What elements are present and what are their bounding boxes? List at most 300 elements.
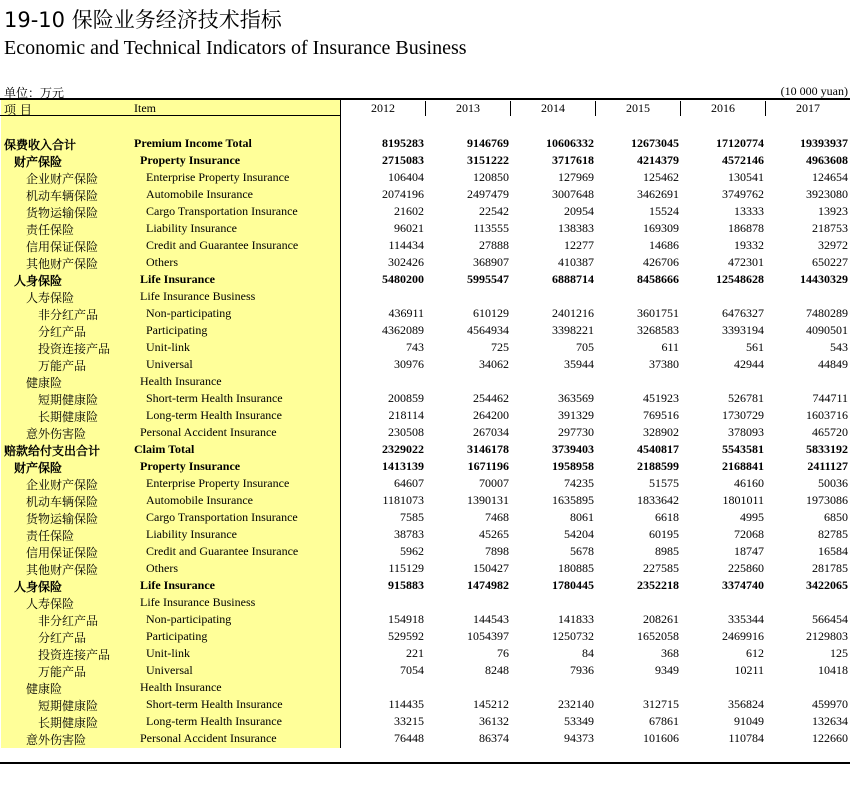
value-cell-2012: 230508 [388, 425, 424, 439]
value-cell-2012: 2074196 [382, 187, 424, 201]
row-label-cn: 投资连接产品 [38, 342, 111, 356]
row-label-cn: 信用保证保险 [26, 240, 99, 254]
row-label-en: Non-participating [146, 306, 232, 320]
row-label-en: Participating [146, 629, 208, 643]
value-cell-2012: 302426 [388, 255, 424, 269]
value-cell-2014: 7936 [570, 663, 594, 677]
value-cell-2017: 1973086 [806, 493, 848, 507]
table-row [0, 475, 850, 492]
value-cell-2017: 543 [830, 340, 848, 354]
table-header [0, 98, 850, 116]
row-label-cn: 其他财产保险 [26, 257, 99, 271]
value-cell-2012: 915883 [388, 578, 424, 592]
table-row [0, 407, 850, 424]
value-cell-2012: 4362089 [382, 323, 424, 337]
value-cell-2017: 16584 [818, 544, 848, 558]
value-cell-2012: 529592 [388, 629, 424, 643]
value-cell-2012: 1181073 [382, 493, 424, 507]
value-cell-2013: 1054397 [467, 629, 509, 643]
row-label-cn: 非分红产品 [38, 614, 99, 628]
row-label-en: Premium Income Total [134, 136, 252, 150]
value-cell-2014: 6888714 [552, 272, 594, 286]
table-row [0, 509, 850, 526]
value-cell-2015: 60195 [649, 527, 679, 541]
table-row [0, 169, 850, 186]
row-label-cn: 企业财产保险 [26, 172, 99, 186]
row-label-en: Automobile Insurance [146, 493, 253, 507]
table-row [0, 560, 850, 577]
value-cell-2012: 2715083 [382, 153, 424, 167]
header-year: 2017 [765, 101, 850, 116]
value-cell-2015: 8985 [655, 544, 679, 558]
row-label-cn: 万能产品 [38, 665, 87, 679]
row-label-cn: 长期健康险 [38, 410, 99, 424]
value-cell-2016: 3374740 [722, 578, 764, 592]
value-cell-2014: 84 [582, 646, 594, 660]
value-cell-2017: 744711 [812, 391, 848, 405]
value-cell-2013: 76 [497, 646, 509, 660]
row-label-cn: 信用保证保险 [26, 546, 99, 560]
value-cell-2013: 9146769 [467, 136, 509, 150]
table-row [0, 152, 850, 169]
value-cell-2012: 96021 [394, 221, 424, 235]
value-cell-2016: 3749762 [722, 187, 764, 201]
value-cell-2012: 218114 [388, 408, 424, 422]
value-cell-2017: 122660 [812, 731, 848, 745]
value-cell-2017: 14430329 [800, 272, 848, 286]
table-row [0, 339, 850, 356]
value-cell-2017: 281785 [812, 561, 848, 575]
value-cell-2016: 91049 [734, 714, 764, 728]
value-cell-2013: 254462 [473, 391, 509, 405]
row-label-cn: 分红产品 [38, 631, 87, 645]
value-cell-2014: 363569 [558, 391, 594, 405]
value-cell-2017: 4963608 [806, 153, 848, 167]
value-cell-2016: 46160 [734, 476, 764, 490]
unit-label-cn: 单位：万元 [4, 86, 65, 100]
header-item-cn: 项 目 [4, 103, 32, 117]
value-cell-2016: 6476327 [722, 306, 764, 320]
value-cell-2015: 769516 [643, 408, 679, 422]
value-cell-2017: 125 [830, 646, 848, 660]
value-cell-2016: 5543581 [722, 442, 764, 456]
row-label-en: Automobile Insurance [146, 187, 253, 201]
value-cell-2012: 64607 [394, 476, 424, 490]
value-cell-2014: 232140 [558, 697, 594, 711]
table-row [0, 237, 850, 254]
value-cell-2013: 27888 [479, 238, 509, 252]
value-cell-2013: 7898 [485, 544, 509, 558]
value-cell-2012: 7054 [400, 663, 424, 677]
value-cell-2012: 5962 [400, 544, 424, 558]
value-cell-2013: 145212 [473, 697, 509, 711]
value-cell-2017: 218753 [812, 221, 848, 235]
value-cell-2016: 472301 [728, 255, 764, 269]
unit-label-en: (10 000 yuan) [780, 84, 848, 98]
value-cell-2017: 82785 [818, 527, 848, 541]
row-label-cn: 健康险 [26, 682, 63, 696]
table-row [0, 254, 850, 271]
value-cell-2013: 34062 [479, 357, 509, 371]
row-label-cn: 财产保险 [14, 461, 63, 475]
value-cell-2013: 5995547 [467, 272, 509, 286]
value-cell-2015: 3268583 [637, 323, 679, 337]
row-label-cn: 短期健康险 [38, 699, 99, 713]
value-cell-2016: 130541 [728, 170, 764, 184]
row-label-en: Cargo Transportation Insurance [146, 204, 298, 218]
row-label-en: Health Insurance [140, 680, 222, 694]
value-cell-2016: 2469916 [722, 629, 764, 643]
value-cell-2012: 221 [406, 646, 424, 660]
value-cell-2013: 3151222 [467, 153, 509, 167]
value-cell-2013: 2497479 [467, 187, 509, 201]
table-row [0, 305, 850, 322]
value-cell-2017: 459970 [812, 697, 848, 711]
value-cell-2016: 356824 [728, 697, 764, 711]
value-cell-2015: 9349 [655, 663, 679, 677]
table-body [0, 135, 850, 747]
value-cell-2013: 86374 [479, 731, 509, 745]
value-cell-2012: 30976 [394, 357, 424, 371]
row-label-cn: 人身保险 [14, 274, 63, 288]
value-cell-2016: 42944 [734, 357, 764, 371]
value-cell-2016: 4995 [740, 510, 764, 524]
value-cell-2013: 45265 [479, 527, 509, 541]
row-label-en: Others [146, 561, 178, 575]
value-cell-2013: 4564934 [467, 323, 509, 337]
row-label-en: Long-term Health Insurance [146, 714, 282, 728]
value-cell-2017: 132634 [812, 714, 848, 728]
value-cell-2014: 127969 [558, 170, 594, 184]
row-label-en: Long-term Health Insurance [146, 408, 282, 422]
value-cell-2015: 1833642 [637, 493, 679, 507]
table-row [0, 322, 850, 339]
row-label-cn: 责任保险 [26, 223, 75, 237]
value-cell-2016: 561 [746, 340, 764, 354]
row-label-cn: 其他财产保险 [26, 563, 99, 577]
row-label-cn: 健康险 [26, 376, 63, 390]
value-cell-2016: 378093 [728, 425, 764, 439]
value-cell-2014: 410387 [558, 255, 594, 269]
value-cell-2016: 186878 [728, 221, 764, 235]
value-cell-2017: 32972 [818, 238, 848, 252]
header-year: 2012 [340, 101, 425, 116]
value-cell-2014: 180885 [558, 561, 594, 575]
table-row [0, 679, 850, 696]
value-cell-2017: 5833192 [806, 442, 848, 456]
row-label-cn: 短期健康险 [38, 393, 99, 407]
value-cell-2014: 391329 [558, 408, 594, 422]
value-cell-2016: 19332 [734, 238, 764, 252]
value-cell-2013: 610129 [473, 306, 509, 320]
value-cell-2015: 15524 [649, 204, 679, 218]
row-label-en: Non-participating [146, 612, 232, 626]
value-cell-2015: 3462691 [637, 187, 679, 201]
row-label-en: Liability Insurance [146, 221, 237, 235]
value-cell-2013: 36132 [479, 714, 509, 728]
value-cell-2014: 1635895 [552, 493, 594, 507]
table-bottom-rule [0, 762, 850, 764]
value-cell-2017: 10418 [818, 663, 848, 677]
value-cell-2013: 150427 [473, 561, 509, 575]
table-row [0, 594, 850, 611]
value-cell-2013: 22542 [479, 204, 509, 218]
value-cell-2014: 54204 [564, 527, 594, 541]
value-cell-2013: 264200 [473, 408, 509, 422]
table-row [0, 356, 850, 373]
table-row [0, 424, 850, 441]
table-row [0, 662, 850, 679]
value-cell-2015: 37380 [649, 357, 679, 371]
row-label-cn: 人寿保险 [26, 597, 75, 611]
value-cell-2014: 5678 [570, 544, 594, 558]
value-cell-2017: 4090501 [806, 323, 848, 337]
table-row [0, 611, 850, 628]
value-cell-2016: 612 [746, 646, 764, 660]
value-cell-2016: 12548628 [716, 272, 764, 286]
value-cell-2012: 38783 [394, 527, 424, 541]
value-cell-2013: 368907 [473, 255, 509, 269]
value-cell-2015: 67861 [649, 714, 679, 728]
table-row [0, 713, 850, 730]
row-label-cn: 意外伤害险 [26, 733, 87, 747]
value-cell-2012: 5480200 [382, 272, 424, 286]
table-row [0, 203, 850, 220]
row-label-en: Universal [146, 663, 193, 677]
value-cell-2015: 14686 [649, 238, 679, 252]
value-cell-2016: 10211 [734, 663, 764, 677]
value-cell-2015: 51575 [649, 476, 679, 490]
table-title-en: Economic and Technical Indicators of Insurance Business [4, 37, 467, 59]
value-cell-2017: 1603716 [806, 408, 848, 422]
value-cell-2017: 2129803 [806, 629, 848, 643]
row-label-en: Unit-link [146, 340, 190, 354]
value-cell-2013: 1671196 [467, 459, 509, 473]
row-label-en: Life Insurance Business [140, 289, 256, 303]
table-row [0, 645, 850, 662]
row-label-en: Unit-link [146, 646, 190, 660]
table-row [0, 628, 850, 645]
row-label-en: Life Insurance Business [140, 595, 256, 609]
value-cell-2016: 225860 [728, 561, 764, 575]
value-cell-2016: 17120774 [716, 136, 764, 150]
value-cell-2016: 4572146 [722, 153, 764, 167]
value-cell-2014: 3398221 [552, 323, 594, 337]
value-cell-2015: 611 [661, 340, 679, 354]
header-year: 2013 [425, 101, 510, 116]
value-cell-2016: 526781 [728, 391, 764, 405]
value-cell-2014: 2401216 [552, 306, 594, 320]
value-cell-2014: 35944 [564, 357, 594, 371]
value-cell-2012: 76448 [394, 731, 424, 745]
value-cell-2014: 3717618 [552, 153, 594, 167]
value-cell-2017: 2411127 [807, 459, 848, 473]
table-row [0, 543, 850, 560]
value-cell-2017: 124654 [812, 170, 848, 184]
table-row [0, 271, 850, 288]
row-label-cn: 责任保险 [26, 529, 75, 543]
row-label-cn: 机动车辆保险 [26, 189, 99, 203]
row-label-en: Life Insurance [140, 578, 215, 592]
value-cell-2014: 3007648 [552, 187, 594, 201]
value-cell-2017: 13923 [818, 204, 848, 218]
value-cell-2016: 3393194 [722, 323, 764, 337]
value-cell-2012: 114434 [388, 238, 424, 252]
row-label-cn: 投资连接产品 [38, 648, 111, 662]
value-cell-2016: 18747 [734, 544, 764, 558]
row-label-cn: 企业财产保险 [26, 478, 99, 492]
row-label-en: Property Insurance [140, 153, 241, 167]
value-cell-2014: 705 [576, 340, 594, 354]
value-cell-2014: 138383 [558, 221, 594, 235]
row-label-en: Credit and Guarantee Insurance [146, 238, 299, 252]
value-cell-2013: 267034 [473, 425, 509, 439]
value-cell-2013: 7468 [485, 510, 509, 524]
value-cell-2012: 7585 [400, 510, 424, 524]
row-label-cn: 人寿保险 [26, 291, 75, 305]
value-cell-2017: 465720 [812, 425, 848, 439]
value-cell-2012: 743 [406, 340, 424, 354]
table-row [0, 441, 850, 458]
value-cell-2015: 368 [661, 646, 679, 660]
value-cell-2015: 328902 [643, 425, 679, 439]
row-label-en: Cargo Transportation Insurance [146, 510, 298, 524]
value-cell-2017: 19393937 [800, 136, 848, 150]
table-title-cn: 19-10 保险业务经济技术指标 [4, 8, 282, 32]
value-cell-2015: 12673045 [631, 136, 679, 150]
row-label-en: Participating [146, 323, 208, 337]
row-label-cn: 非分红产品 [38, 308, 99, 322]
value-cell-2012: 1413139 [382, 459, 424, 473]
value-cell-2012: 154918 [388, 612, 424, 626]
value-cell-2013: 113555 [473, 221, 509, 235]
value-cell-2012: 2329022 [382, 442, 424, 456]
row-label-en: Credit and Guarantee Insurance [146, 544, 299, 558]
value-cell-2015: 312715 [643, 697, 679, 711]
row-label-cn: 机动车辆保险 [26, 495, 99, 509]
value-cell-2012: 106404 [388, 170, 424, 184]
value-cell-2014: 1958958 [552, 459, 594, 473]
value-cell-2015: 4540817 [637, 442, 679, 456]
value-cell-2017: 3923080 [806, 187, 848, 201]
row-label-en: Short-term Health Insurance [146, 391, 283, 405]
row-label-en: Personal Accident Insurance [140, 425, 277, 439]
value-cell-2013: 8248 [485, 663, 509, 677]
value-cell-2015: 169309 [643, 221, 679, 235]
row-label-cn: 财产保险 [14, 155, 63, 169]
value-cell-2015: 3601751 [637, 306, 679, 320]
value-cell-2013: 70007 [479, 476, 509, 490]
row-label-en: Life Insurance [140, 272, 215, 286]
value-cell-2016: 335344 [728, 612, 764, 626]
value-cell-2017: 44849 [818, 357, 848, 371]
value-cell-2015: 8458666 [637, 272, 679, 286]
table-row [0, 458, 850, 475]
row-label-cn: 货物运输保险 [26, 512, 99, 526]
value-cell-2015: 6618 [655, 510, 679, 524]
row-label-cn: 保费收入合计 [4, 138, 77, 152]
value-cell-2014: 8061 [570, 510, 594, 524]
value-cell-2012: 200859 [388, 391, 424, 405]
value-cell-2016: 2168841 [722, 459, 764, 473]
value-cell-2015: 4214379 [637, 153, 679, 167]
row-label-en: Claim Total [134, 442, 195, 456]
header-year: 2016 [680, 101, 765, 116]
value-cell-2013: 120850 [473, 170, 509, 184]
row-label-cn: 货物运输保险 [26, 206, 99, 220]
row-label-cn: 长期健康险 [38, 716, 99, 730]
value-cell-2013: 725 [491, 340, 509, 354]
table-row [0, 186, 850, 203]
table-row [0, 492, 850, 509]
row-label-en: Health Insurance [140, 374, 222, 388]
value-cell-2016: 110784 [728, 731, 764, 745]
row-label-en: Liability Insurance [146, 527, 237, 541]
row-label-en: Enterprise Property Insurance [146, 170, 290, 184]
row-label-en: Personal Accident Insurance [140, 731, 277, 745]
value-cell-2012: 21602 [394, 204, 424, 218]
row-label-en: Others [146, 255, 178, 269]
table-row [0, 696, 850, 713]
value-cell-2012: 33215 [394, 714, 424, 728]
value-cell-2012: 8195283 [382, 136, 424, 150]
value-cell-2014: 20954 [564, 204, 594, 218]
table-row [0, 288, 850, 305]
value-cell-2016: 1801011 [722, 493, 764, 507]
value-cell-2015: 2352218 [637, 578, 679, 592]
header-year: 2015 [595, 101, 680, 116]
value-cell-2017: 7480289 [806, 306, 848, 320]
value-cell-2013: 144543 [473, 612, 509, 626]
table-row [0, 373, 850, 390]
table-row [0, 220, 850, 237]
value-cell-2015: 451923 [643, 391, 679, 405]
value-cell-2014: 53349 [564, 714, 594, 728]
value-cell-2014: 12277 [564, 238, 594, 252]
value-cell-2017: 6850 [824, 510, 848, 524]
row-label-en: Enterprise Property Insurance [146, 476, 290, 490]
value-cell-2013: 1390131 [467, 493, 509, 507]
table-row [0, 390, 850, 407]
value-cell-2017: 50036 [818, 476, 848, 490]
row-label-en: Property Insurance [140, 459, 241, 473]
value-cell-2014: 1250732 [552, 629, 594, 643]
table-row [0, 577, 850, 594]
row-label-en: Short-term Health Insurance [146, 697, 283, 711]
value-cell-2012: 114435 [388, 697, 424, 711]
value-cell-2016: 1730729 [722, 408, 764, 422]
value-cell-2017: 650227 [812, 255, 848, 269]
value-cell-2013: 1474982 [467, 578, 509, 592]
value-cell-2016: 72068 [734, 527, 764, 541]
value-cell-2015: 426706 [643, 255, 679, 269]
value-cell-2014: 3739403 [552, 442, 594, 456]
row-label-cn: 分红产品 [38, 325, 87, 339]
value-cell-2015: 1652058 [637, 629, 679, 643]
row-label-en: Universal [146, 357, 193, 371]
row-label-cn: 赔款给付支出合计 [4, 444, 101, 458]
value-cell-2015: 125462 [643, 170, 679, 184]
value-cell-2016: 13333 [734, 204, 764, 218]
value-cell-2014: 141833 [558, 612, 594, 626]
header-item-en: Item [134, 101, 156, 115]
value-cell-2014: 94373 [564, 731, 594, 745]
header-year: 2014 [510, 101, 595, 116]
table-row [0, 730, 850, 747]
row-label-cn: 意外伤害险 [26, 427, 87, 441]
value-cell-2012: 436911 [388, 306, 424, 320]
value-cell-2014: 1780445 [552, 578, 594, 592]
